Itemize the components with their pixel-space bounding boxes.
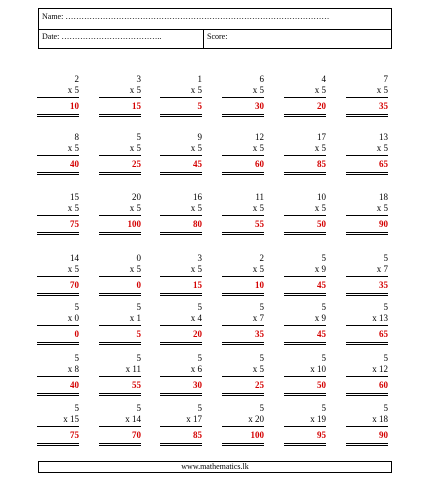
answer-rule [284, 376, 326, 377]
double-rule-bottom [37, 344, 79, 345]
answer-value: 60 [255, 159, 264, 169]
double-rule-bottom [346, 395, 388, 396]
footer-box [38, 461, 392, 473]
multiplier: x 5 [190, 143, 202, 153]
header-box [38, 8, 392, 49]
multiplier: x 7 [252, 313, 264, 323]
double-rule-top [160, 393, 202, 394]
double-rule-bottom [346, 445, 388, 446]
multiplier: x 5 [314, 143, 326, 153]
answer-rule [37, 376, 79, 377]
multiplier: x 5 [129, 143, 141, 153]
double-rule-bottom [99, 445, 141, 446]
header-divider [203, 29, 204, 48]
answer-value: 50 [317, 380, 326, 390]
footer-url: www.mathematics.lk [181, 462, 249, 471]
double-rule-bottom [346, 295, 388, 296]
answer-value: 50 [317, 219, 326, 229]
double-rule-bottom [99, 174, 141, 175]
multiplicand: 6 [259, 74, 264, 84]
answer-rule [160, 97, 202, 98]
answer-rule [346, 376, 388, 377]
double-rule-bottom [284, 344, 326, 345]
answer-rule [160, 215, 202, 216]
multiplicand: 3 [136, 74, 141, 84]
double-rule-bottom [160, 234, 202, 235]
double-rule-top [222, 172, 264, 173]
answer-value: 0 [136, 280, 141, 290]
multiplicand: 4 [321, 74, 326, 84]
double-rule-top [37, 293, 79, 294]
answer-value: 35 [379, 101, 388, 111]
answer-rule [284, 97, 326, 98]
double-rule-bottom [284, 445, 326, 446]
double-rule-top [160, 443, 202, 444]
double-rule-bottom [346, 344, 388, 345]
multiplier: x 5 [252, 364, 264, 374]
multiplicand: 15 [70, 192, 79, 202]
answer-rule [37, 325, 79, 326]
multiplier: x 9 [314, 264, 326, 274]
answer-rule [346, 155, 388, 156]
name-label: Name: ……………………………………………………………………………………… [42, 12, 330, 21]
answer-value: 15 [193, 280, 202, 290]
double-rule-top [160, 114, 202, 115]
answer-value: 95 [317, 430, 326, 440]
answer-value: 100 [250, 430, 264, 440]
multiplicand: 5 [136, 403, 141, 413]
multiplicand: 11 [255, 192, 264, 202]
double-rule-bottom [99, 295, 141, 296]
double-rule-top [37, 342, 79, 343]
multiplicand: 5 [383, 253, 388, 263]
answer-value: 30 [255, 101, 264, 111]
double-rule-bottom [99, 344, 141, 345]
double-rule-bottom [284, 234, 326, 235]
multiplier: x 5 [190, 264, 202, 274]
multiplicand: 10 [317, 192, 326, 202]
answer-value: 80 [193, 219, 202, 229]
date-score-row [39, 29, 391, 48]
multiplier: x 20 [248, 414, 264, 424]
multiplicand: 5 [136, 353, 141, 363]
answer-value: 100 [127, 219, 141, 229]
answer-value: 35 [379, 280, 388, 290]
multiplier: x 19 [310, 414, 326, 424]
multiplicand: 20 [132, 192, 141, 202]
double-rule-top [284, 342, 326, 343]
multiplier: x 12 [372, 364, 388, 374]
multiplicand: 5 [197, 353, 202, 363]
answer-rule [346, 325, 388, 326]
multiplier: x 5 [190, 85, 202, 95]
answer-rule [284, 155, 326, 156]
multiplicand: 18 [379, 192, 388, 202]
answer-rule [37, 426, 79, 427]
answer-value: 85 [193, 430, 202, 440]
answer-rule [37, 276, 79, 277]
multiplier: x 11 [125, 364, 141, 374]
answer-value: 90 [379, 219, 388, 229]
answer-value: 75 [70, 430, 79, 440]
multiplicand: 5 [383, 302, 388, 312]
multiplier: x 8 [67, 364, 79, 374]
answer-value: 75 [70, 219, 79, 229]
double-rule-top [37, 393, 79, 394]
multiplicand: 5 [321, 403, 326, 413]
double-rule-top [284, 393, 326, 394]
multiplicand: 5 [383, 353, 388, 363]
multiplicand: 5 [321, 302, 326, 312]
double-rule-top [160, 293, 202, 294]
double-rule-top [284, 172, 326, 173]
multiplier: x 5 [129, 85, 141, 95]
answer-value: 25 [132, 159, 141, 169]
multiplicand: 16 [193, 192, 202, 202]
multiplicand: 3 [197, 253, 202, 263]
answer-rule [222, 276, 264, 277]
multiplier: x 18 [372, 414, 388, 424]
answer-value: 40 [70, 380, 79, 390]
multiplicand: 9 [197, 132, 202, 142]
double-rule-top [346, 293, 388, 294]
multiplicand: 5 [136, 132, 141, 142]
multiplicand: 5 [321, 253, 326, 263]
double-rule-bottom [222, 395, 264, 396]
answer-rule [222, 376, 264, 377]
answer-value: 20 [317, 101, 326, 111]
answer-value: 85 [317, 159, 326, 169]
double-rule-top [222, 293, 264, 294]
multiplier: x 0 [67, 313, 79, 323]
answer-value: 15 [132, 101, 141, 111]
multiplicand: 13 [379, 132, 388, 142]
answer-value: 70 [70, 280, 79, 290]
multiplier: x 5 [252, 85, 264, 95]
multiplier: x 15 [63, 414, 79, 424]
multiplicand: 5 [197, 403, 202, 413]
multiplier: x 5 [376, 143, 388, 153]
answer-value: 5 [136, 329, 141, 339]
multiplier: x 5 [252, 203, 264, 213]
double-rule-top [99, 393, 141, 394]
multiplicand: 8 [74, 132, 79, 142]
answer-rule [222, 215, 264, 216]
answer-rule [99, 97, 141, 98]
double-rule-bottom [37, 116, 79, 117]
answer-value: 5 [197, 101, 202, 111]
double-rule-bottom [37, 395, 79, 396]
double-rule-top [346, 443, 388, 444]
double-rule-top [160, 342, 202, 343]
multiplicand: 5 [197, 302, 202, 312]
double-rule-bottom [99, 395, 141, 396]
answer-rule [284, 215, 326, 216]
double-rule-top [99, 443, 141, 444]
answer-value: 70 [132, 430, 141, 440]
double-rule-bottom [99, 234, 141, 235]
double-rule-top [99, 342, 141, 343]
answer-rule [222, 155, 264, 156]
multiplier: x 13 [372, 313, 388, 323]
answer-value: 10 [70, 101, 79, 111]
multiplier: x 4 [190, 313, 202, 323]
double-rule-top [160, 232, 202, 233]
multiplier: x 5 [67, 85, 79, 95]
double-rule-top [222, 232, 264, 233]
answer-rule [99, 426, 141, 427]
double-rule-top [346, 114, 388, 115]
double-rule-top [99, 114, 141, 115]
double-rule-top [346, 232, 388, 233]
double-rule-top [346, 172, 388, 173]
double-rule-bottom [284, 395, 326, 396]
multiplier: x 5 [376, 203, 388, 213]
answer-value: 30 [193, 380, 202, 390]
double-rule-bottom [222, 344, 264, 345]
double-rule-bottom [160, 445, 202, 446]
multiplicand: 12 [255, 132, 264, 142]
double-rule-top [222, 393, 264, 394]
double-rule-bottom [160, 295, 202, 296]
double-rule-top [284, 232, 326, 233]
multiplier: x 5 [129, 264, 141, 274]
double-rule-bottom [160, 174, 202, 175]
answer-rule [160, 426, 202, 427]
answer-value: 65 [379, 329, 388, 339]
multiplicand: 2 [74, 74, 79, 84]
double-rule-bottom [37, 295, 79, 296]
double-rule-top [37, 114, 79, 115]
double-rule-top [284, 114, 326, 115]
multiplier: x 6 [190, 364, 202, 374]
multiplicand: 5 [321, 353, 326, 363]
answer-rule [99, 155, 141, 156]
multiplicand: 1 [197, 74, 202, 84]
double-rule-bottom [160, 344, 202, 345]
answer-rule [99, 376, 141, 377]
multiplier: x 5 [252, 143, 264, 153]
answer-rule [222, 325, 264, 326]
answer-value: 45 [317, 329, 326, 339]
double-rule-top [99, 172, 141, 173]
multiplicand: 5 [74, 302, 79, 312]
multiplier: x 14 [125, 414, 141, 424]
double-rule-bottom [284, 295, 326, 296]
multiplier: x 5 [67, 203, 79, 213]
multiplier: x 7 [376, 264, 388, 274]
answer-value: 90 [379, 430, 388, 440]
answer-value: 65 [379, 159, 388, 169]
answer-rule [37, 97, 79, 98]
double-rule-bottom [222, 234, 264, 235]
double-rule-top [37, 172, 79, 173]
multiplier: x 1 [129, 313, 141, 323]
multiplicand: 7 [383, 74, 388, 84]
answer-rule [160, 276, 202, 277]
double-rule-bottom [222, 174, 264, 175]
double-rule-top [37, 443, 79, 444]
double-rule-bottom [222, 445, 264, 446]
double-rule-bottom [222, 295, 264, 296]
multiplicand: 5 [136, 302, 141, 312]
double-rule-top [37, 232, 79, 233]
answer-rule [284, 426, 326, 427]
answer-rule [222, 426, 264, 427]
name-row [39, 9, 391, 30]
answer-rule [346, 215, 388, 216]
answer-rule [284, 325, 326, 326]
double-rule-top [222, 342, 264, 343]
answer-rule [160, 155, 202, 156]
answer-value: 35 [255, 329, 264, 339]
double-rule-bottom [346, 234, 388, 235]
answer-value: 10 [255, 280, 264, 290]
double-rule-top [222, 114, 264, 115]
answer-rule [99, 215, 141, 216]
multiplier: x 5 [376, 85, 388, 95]
multiplicand: 5 [74, 403, 79, 413]
multiplier: x 5 [252, 264, 264, 274]
double-rule-top [284, 293, 326, 294]
answer-rule [37, 155, 79, 156]
answer-value: 25 [255, 380, 264, 390]
multiplier: x 5 [314, 203, 326, 213]
multiplier: x 17 [186, 414, 202, 424]
double-rule-bottom [37, 174, 79, 175]
score-label: Score: [207, 32, 228, 41]
answer-rule [346, 276, 388, 277]
multiplicand: 17 [317, 132, 326, 142]
multiplier: x 10 [310, 364, 326, 374]
multiplicand: 0 [136, 253, 141, 263]
multiplicand: 5 [259, 403, 264, 413]
multiplicand: 14 [70, 253, 79, 263]
double-rule-bottom [222, 116, 264, 117]
double-rule-top [346, 342, 388, 343]
multiplier: x 5 [67, 264, 79, 274]
answer-rule [222, 97, 264, 98]
double-rule-bottom [284, 116, 326, 117]
double-rule-top [160, 172, 202, 173]
multiplicand: 5 [383, 403, 388, 413]
double-rule-bottom [284, 174, 326, 175]
double-rule-top [99, 293, 141, 294]
date-label: Date: ……………………………….. [42, 32, 162, 41]
answer-rule [160, 325, 202, 326]
double-rule-bottom [37, 445, 79, 446]
multiplicand: 5 [74, 353, 79, 363]
multiplicand: 5 [259, 302, 264, 312]
double-rule-bottom [346, 174, 388, 175]
answer-rule [99, 325, 141, 326]
answer-rule [160, 376, 202, 377]
double-rule-bottom [346, 116, 388, 117]
multiplicand: 5 [259, 353, 264, 363]
answer-value: 40 [70, 159, 79, 169]
answer-value: 20 [193, 329, 202, 339]
multiplier: x 9 [314, 313, 326, 323]
double-rule-bottom [37, 234, 79, 235]
answer-rule [99, 276, 141, 277]
answer-value: 45 [193, 159, 202, 169]
answer-value: 60 [379, 380, 388, 390]
multiplier: x 5 [190, 203, 202, 213]
answer-rule [37, 215, 79, 216]
answer-rule [284, 276, 326, 277]
multiplier: x 5 [129, 203, 141, 213]
double-rule-bottom [99, 116, 141, 117]
double-rule-top [222, 443, 264, 444]
answer-rule [346, 97, 388, 98]
multiplier: x 5 [314, 85, 326, 95]
answer-value: 45 [317, 280, 326, 290]
double-rule-top [346, 393, 388, 394]
multiplier: x 5 [67, 143, 79, 153]
answer-value: 55 [132, 380, 141, 390]
double-rule-bottom [160, 395, 202, 396]
answer-value: 0 [74, 329, 79, 339]
answer-value: 55 [255, 219, 264, 229]
double-rule-bottom [160, 116, 202, 117]
double-rule-top [284, 443, 326, 444]
multiplicand: 2 [259, 253, 264, 263]
answer-rule [346, 426, 388, 427]
double-rule-top [99, 232, 141, 233]
